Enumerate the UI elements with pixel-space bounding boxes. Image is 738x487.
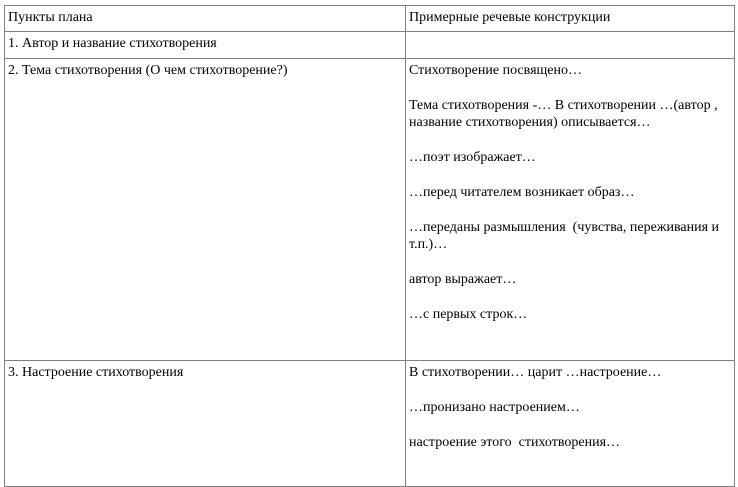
speech-phrase: …перед читателем возникает образ…	[409, 185, 635, 200]
header-plan-points: Пункты плана	[5, 6, 406, 32]
plan-table-container	[4, 5, 734, 487]
speech-constructions-cell	[406, 361, 735, 487]
speech-constructions-cell	[406, 32, 735, 59]
table-row	[5, 32, 735, 59]
speech-constructions-cell	[406, 59, 735, 361]
header-speech-constructions: Примерные речевые конструкции	[406, 6, 735, 32]
plan-table	[4, 5, 735, 487]
speech-phrase: …поэт изображает…	[409, 150, 536, 165]
speech-phrase: настроение этого стихотворения…	[409, 435, 621, 450]
speech-phrase: В стихотворении… царит …настроение…	[409, 365, 662, 380]
speech-phrase: …переданы размышления (чувства, переживания и т.п.)…	[409, 220, 723, 252]
plan-point-cell: 3. Настроение стихотворения	[5, 361, 406, 487]
speech-phrase: …с первых строк…	[409, 307, 528, 322]
plan-point-cell: 2. Тема стихотворения (О чем стихотворение?)	[5, 59, 406, 361]
table-row	[5, 361, 735, 487]
plan-point-cell: 1. Автор и название стихотворения	[5, 32, 406, 59]
table-row	[5, 59, 735, 361]
speech-phrase: …пронизано настроением…	[409, 400, 580, 415]
speech-phrase: Стихотворение посвящено…	[409, 63, 582, 78]
speech-phrase: Тема стихотворения -… В стихотворении …(автор , название стихотворения) описывается…	[409, 98, 722, 130]
table-header-row	[5, 6, 735, 32]
speech-phrase: автор выражает…	[409, 272, 517, 287]
